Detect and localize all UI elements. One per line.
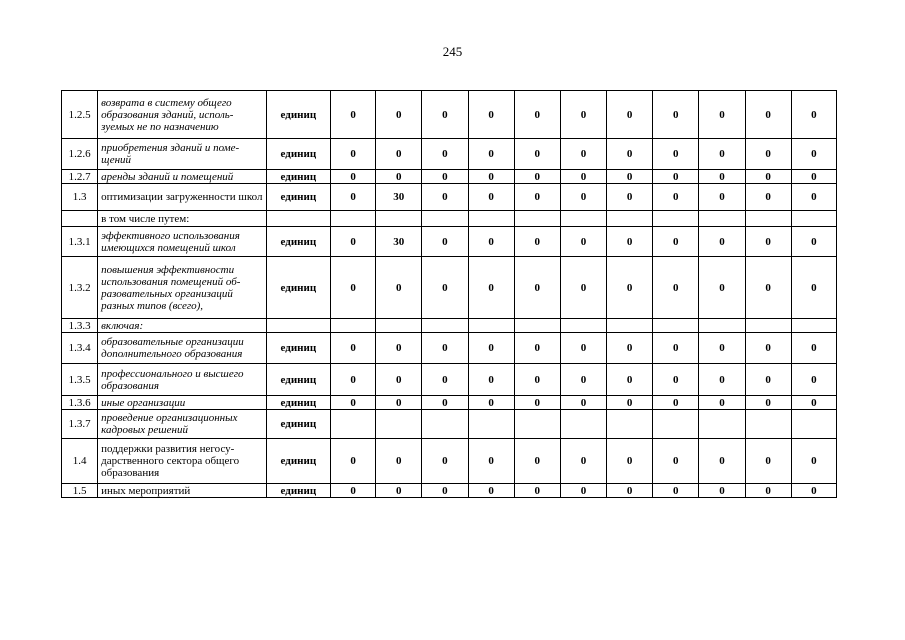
row-value: 0 xyxy=(422,257,468,319)
row-value: 0 xyxy=(514,184,560,211)
row-value xyxy=(514,319,560,333)
row-value: 0 xyxy=(560,184,606,211)
row-value: 0 xyxy=(607,396,653,410)
row-value: 0 xyxy=(376,439,422,484)
row-value: 0 xyxy=(422,396,468,410)
row-value xyxy=(607,410,653,439)
row-value xyxy=(514,410,560,439)
row-value: 0 xyxy=(376,257,422,319)
row-value: 0 xyxy=(653,484,699,498)
row-value: 0 xyxy=(745,396,791,410)
row-value: 0 xyxy=(422,484,468,498)
row-value: 0 xyxy=(514,396,560,410)
row-unit: единиц xyxy=(266,139,330,170)
row-unit: единиц xyxy=(266,184,330,211)
table-row xyxy=(62,319,837,333)
row-value: 0 xyxy=(331,484,376,498)
row-value: 0 xyxy=(468,439,514,484)
row-value: 0 xyxy=(560,364,606,396)
row-value: 0 xyxy=(653,139,699,170)
row-value: 0 xyxy=(331,184,376,211)
row-value: 0 xyxy=(331,91,376,139)
row-number: 1.3.3 xyxy=(62,319,98,333)
table-row xyxy=(62,333,837,364)
row-value: 0 xyxy=(468,139,514,170)
row-value: 0 xyxy=(607,184,653,211)
row-number: 1.5 xyxy=(62,484,98,498)
row-value: 0 xyxy=(331,139,376,170)
row-value xyxy=(699,319,745,333)
row-value: 0 xyxy=(468,396,514,410)
row-value: 0 xyxy=(331,396,376,410)
row-number: 1.3.6 xyxy=(62,396,98,410)
row-value xyxy=(422,319,468,333)
table-row xyxy=(62,227,837,257)
table-row xyxy=(62,211,837,227)
row-value xyxy=(791,211,836,227)
row-value: 0 xyxy=(560,257,606,319)
row-value: 0 xyxy=(376,364,422,396)
row-value xyxy=(560,319,606,333)
row-description: образовательные организации дополнительного образования xyxy=(98,333,267,364)
row-value: 0 xyxy=(607,484,653,498)
row-value: 0 xyxy=(699,484,745,498)
table-row xyxy=(62,439,837,484)
row-value: 0 xyxy=(376,91,422,139)
row-value xyxy=(376,410,422,439)
row-value: 0 xyxy=(791,227,836,257)
row-value: 0 xyxy=(791,170,836,184)
row-value: 0 xyxy=(791,333,836,364)
row-value: 0 xyxy=(331,333,376,364)
row-description: иные организации xyxy=(98,396,267,410)
row-value xyxy=(331,410,376,439)
row-value: 0 xyxy=(745,484,791,498)
row-value: 0 xyxy=(745,91,791,139)
row-value: 0 xyxy=(331,227,376,257)
row-value xyxy=(331,319,376,333)
row-value: 0 xyxy=(560,439,606,484)
table-row xyxy=(62,91,837,139)
row-number: 1.4 xyxy=(62,439,98,484)
row-value: 0 xyxy=(468,170,514,184)
row-number: 1.3.1 xyxy=(62,227,98,257)
row-value: 0 xyxy=(560,484,606,498)
row-value: 0 xyxy=(791,439,836,484)
row-value: 0 xyxy=(331,170,376,184)
row-value: 0 xyxy=(422,439,468,484)
table-row xyxy=(62,170,837,184)
row-value xyxy=(331,211,376,227)
row-unit: единиц xyxy=(266,333,330,364)
row-value xyxy=(653,319,699,333)
row-number: 1.3.4 xyxy=(62,333,98,364)
row-value: 0 xyxy=(745,184,791,211)
row-value: 0 xyxy=(791,91,836,139)
row-value: 0 xyxy=(653,91,699,139)
row-value xyxy=(791,319,836,333)
row-value: 0 xyxy=(422,364,468,396)
row-value: 0 xyxy=(468,227,514,257)
row-value: 0 xyxy=(607,139,653,170)
row-description: оптимизации загруженности школ xyxy=(98,184,267,211)
table-row xyxy=(62,364,837,396)
row-description: в том числе путем: xyxy=(98,211,267,227)
row-value: 0 xyxy=(745,139,791,170)
row-value: 0 xyxy=(699,364,745,396)
row-value: 30 xyxy=(376,184,422,211)
table-row xyxy=(62,257,837,319)
row-value: 0 xyxy=(422,333,468,364)
row-description: профессионального и высшего образования xyxy=(98,364,267,396)
row-value: 0 xyxy=(468,257,514,319)
row-value: 0 xyxy=(514,91,560,139)
row-value xyxy=(653,211,699,227)
row-value: 0 xyxy=(376,139,422,170)
row-description: приобретения зданий и поме-щений xyxy=(98,139,267,170)
row-value: 0 xyxy=(653,364,699,396)
row-value: 0 xyxy=(560,170,606,184)
row-number: 1.3.7 xyxy=(62,410,98,439)
row-value: 0 xyxy=(607,333,653,364)
table-row xyxy=(62,139,837,170)
row-value: 0 xyxy=(791,184,836,211)
row-value: 0 xyxy=(514,227,560,257)
row-value: 0 xyxy=(653,257,699,319)
row-value: 0 xyxy=(699,333,745,364)
row-value: 0 xyxy=(514,484,560,498)
table-row xyxy=(62,410,837,439)
row-value: 0 xyxy=(422,139,468,170)
row-value: 0 xyxy=(468,484,514,498)
row-unit: единиц xyxy=(266,439,330,484)
table-row xyxy=(62,184,837,211)
page-number: 245 xyxy=(442,44,463,59)
row-value: 0 xyxy=(745,364,791,396)
row-number: 1.3 xyxy=(62,184,98,211)
row-description: повышения эффективности использования помещений об-разовательных организаций разных типов (всего), xyxy=(98,257,267,319)
row-value: 0 xyxy=(468,184,514,211)
row-value xyxy=(791,410,836,439)
row-value: 0 xyxy=(653,396,699,410)
row-value: 0 xyxy=(422,227,468,257)
data-table xyxy=(61,90,837,498)
row-value xyxy=(514,211,560,227)
row-value: 0 xyxy=(699,170,745,184)
row-value: 0 xyxy=(514,257,560,319)
row-value: 0 xyxy=(376,170,422,184)
row-value: 0 xyxy=(468,333,514,364)
row-value: 0 xyxy=(331,257,376,319)
row-value: 0 xyxy=(791,396,836,410)
row-value xyxy=(468,211,514,227)
row-value: 0 xyxy=(699,91,745,139)
row-value: 0 xyxy=(560,227,606,257)
row-unit xyxy=(266,319,330,333)
row-value xyxy=(422,211,468,227)
row-value xyxy=(745,319,791,333)
row-value xyxy=(699,211,745,227)
row-value: 0 xyxy=(699,227,745,257)
row-value: 0 xyxy=(699,184,745,211)
row-number: 1.3.5 xyxy=(62,364,98,396)
row-unit: единиц xyxy=(266,484,330,498)
row-value: 0 xyxy=(376,333,422,364)
row-value: 0 xyxy=(376,396,422,410)
row-value xyxy=(653,410,699,439)
row-value: 0 xyxy=(791,364,836,396)
row-value xyxy=(560,410,606,439)
row-value: 0 xyxy=(653,439,699,484)
row-value: 0 xyxy=(745,227,791,257)
table-row xyxy=(62,396,837,410)
row-description: аренды зданий и помещений xyxy=(98,170,267,184)
row-value: 30 xyxy=(376,227,422,257)
row-value: 0 xyxy=(699,257,745,319)
row-value: 0 xyxy=(607,439,653,484)
row-value: 0 xyxy=(745,170,791,184)
row-value: 0 xyxy=(699,139,745,170)
row-value: 0 xyxy=(653,170,699,184)
row-description: возврата в систему общего образования зданий, исполь-зуемых не по назначению xyxy=(98,91,267,139)
row-value: 0 xyxy=(514,333,560,364)
row-unit: единиц xyxy=(266,364,330,396)
row-value xyxy=(607,319,653,333)
row-value: 0 xyxy=(745,257,791,319)
row-unit: единиц xyxy=(266,227,330,257)
row-value: 0 xyxy=(699,396,745,410)
row-value: 0 xyxy=(745,333,791,364)
row-value: 0 xyxy=(560,91,606,139)
row-value: 0 xyxy=(745,439,791,484)
row-value: 0 xyxy=(791,484,836,498)
row-value: 0 xyxy=(607,91,653,139)
row-unit: единиц xyxy=(266,410,330,439)
row-value: 0 xyxy=(560,333,606,364)
table-row xyxy=(62,484,837,498)
row-description: проведение организационных кадровых решений xyxy=(98,410,267,439)
row-number xyxy=(62,211,98,227)
row-value xyxy=(745,211,791,227)
row-unit: единиц xyxy=(266,396,330,410)
row-value: 0 xyxy=(560,396,606,410)
row-value: 0 xyxy=(791,257,836,319)
row-value xyxy=(376,319,422,333)
row-unit xyxy=(266,211,330,227)
row-unit: единиц xyxy=(266,91,330,139)
row-description: включая: xyxy=(98,319,267,333)
row-value: 0 xyxy=(468,91,514,139)
row-value: 0 xyxy=(607,364,653,396)
row-unit: единиц xyxy=(266,170,330,184)
row-value: 0 xyxy=(514,170,560,184)
row-value: 0 xyxy=(514,364,560,396)
row-value: 0 xyxy=(560,139,606,170)
row-value: 0 xyxy=(607,257,653,319)
row-value: 0 xyxy=(422,91,468,139)
row-number: 1.2.5 xyxy=(62,91,98,139)
row-number: 1.2.6 xyxy=(62,139,98,170)
row-number: 1.3.2 xyxy=(62,257,98,319)
row-value xyxy=(422,410,468,439)
row-number: 1.2.7 xyxy=(62,170,98,184)
row-value: 0 xyxy=(376,484,422,498)
row-value: 0 xyxy=(699,439,745,484)
row-value: 0 xyxy=(653,333,699,364)
row-value xyxy=(468,410,514,439)
row-value: 0 xyxy=(422,170,468,184)
row-value: 0 xyxy=(653,227,699,257)
row-value: 0 xyxy=(514,139,560,170)
row-description: поддержки развития негосу-дарственного сектора общего образования xyxy=(98,439,267,484)
row-value: 0 xyxy=(331,364,376,396)
row-value xyxy=(745,410,791,439)
row-value: 0 xyxy=(468,364,514,396)
row-unit: единиц xyxy=(266,257,330,319)
row-value xyxy=(376,211,422,227)
row-value: 0 xyxy=(514,439,560,484)
row-description: эффективного использования имеющихся помещений школ xyxy=(98,227,267,257)
row-value: 0 xyxy=(653,184,699,211)
row-value: 0 xyxy=(607,227,653,257)
row-value: 0 xyxy=(791,139,836,170)
row-value xyxy=(699,410,745,439)
row-value xyxy=(607,211,653,227)
row-value xyxy=(468,319,514,333)
row-value: 0 xyxy=(607,170,653,184)
row-value: 0 xyxy=(422,184,468,211)
row-description: иных мероприятий xyxy=(98,484,267,498)
table-body xyxy=(62,91,837,498)
row-value: 0 xyxy=(331,439,376,484)
row-value xyxy=(560,211,606,227)
